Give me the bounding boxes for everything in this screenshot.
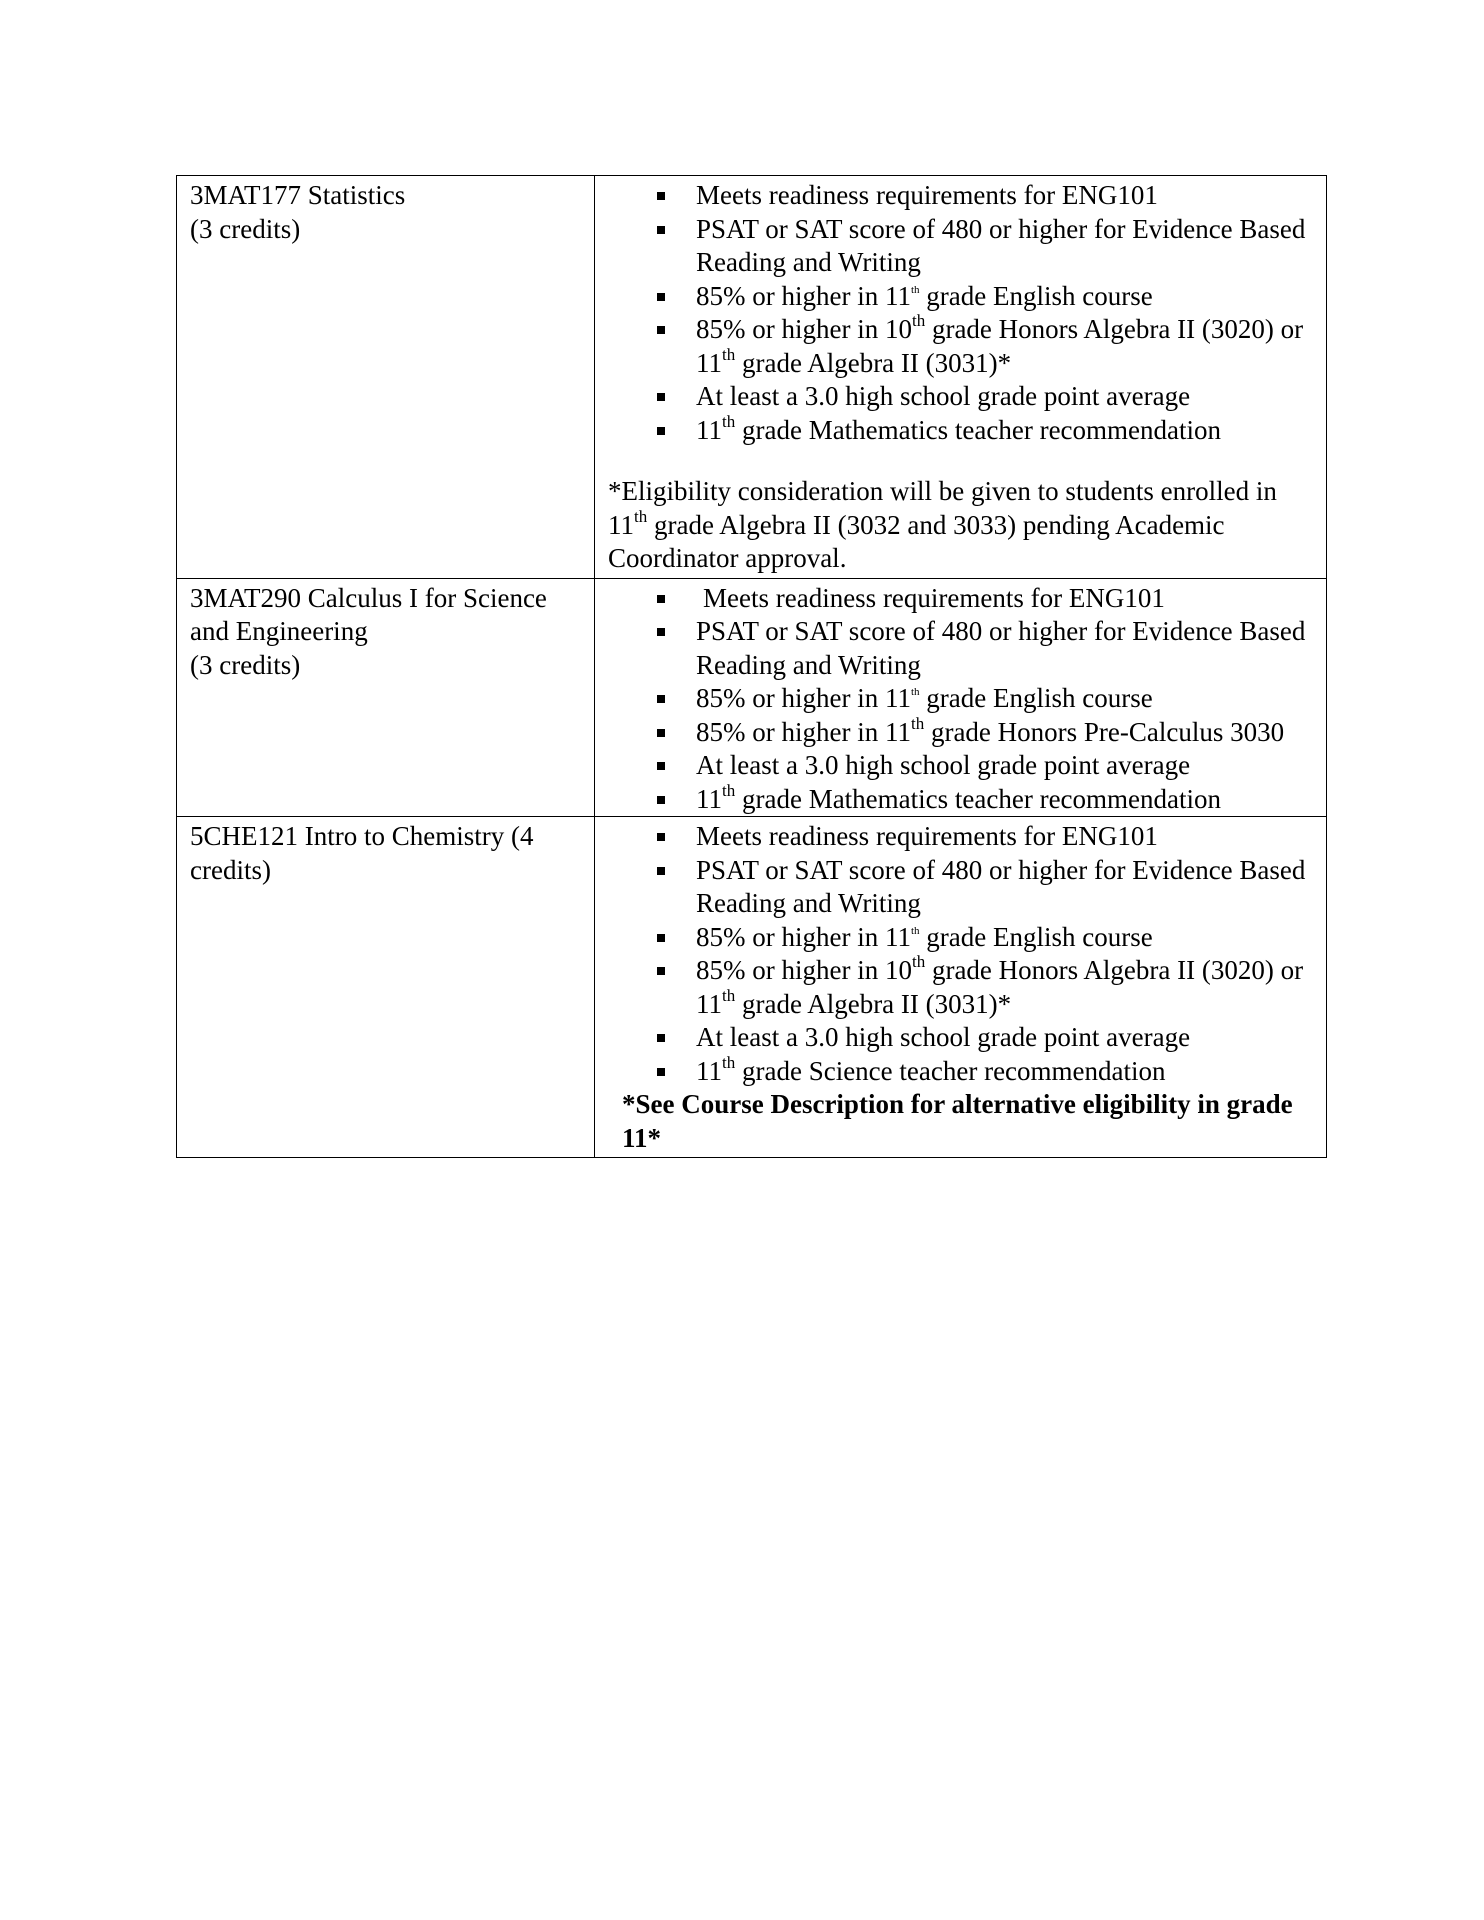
- list-item: At least a 3.0 high school grade point average: [595, 380, 1326, 414]
- requirements-cell: [595, 176, 1327, 579]
- square-bullet-icon: [657, 729, 665, 737]
- course-cell: [177, 817, 595, 1158]
- course-cell: [177, 578, 595, 817]
- list-item: 11th grade Mathematics teacher recommendation: [595, 414, 1326, 448]
- square-bullet-icon: [657, 192, 665, 200]
- square-bullet-icon: [657, 427, 665, 435]
- square-bullet-icon: [657, 595, 665, 603]
- eligibility-note: *Eligibility consideration will be given to students enrolled in 11th grade Algebra II (3032 and 3033) pending Academic Coordinator approval.: [608, 476, 1277, 573]
- course-name: 5CHE121 Intro to Chemistry (4 credits): [190, 821, 534, 885]
- list-item: 85% or higher in 11th grade Honors Pre-Calculus 3030: [595, 716, 1326, 750]
- list-item: PSAT or SAT score of 480 or higher for Evidence Based Reading and Writing: [595, 854, 1326, 921]
- requirements-cell: [595, 817, 1327, 1158]
- list-item: 85% or higher in 11th grade English course: [595, 280, 1326, 314]
- list-item: 85% or higher in 10th grade Honors Algebra II (3020) or 11th grade Algebra II (3031)*: [595, 954, 1326, 1021]
- requirements-list: [595, 582, 1326, 817]
- square-bullet-icon: [657, 628, 665, 636]
- course-name: 3MAT290 Calculus I for Science and Engineering (3 credits): [190, 582, 547, 680]
- square-bullet-icon: [657, 934, 665, 942]
- list-item: Meets readiness requirements for ENG101: [595, 582, 1326, 616]
- requirements-list: [595, 820, 1326, 1088]
- alternative-eligibility-note: *See Course Description for alternative eligibility in grade 11*: [622, 1089, 1293, 1153]
- list-item: PSAT or SAT score of 480 or higher for Evidence Based Reading and Writing: [595, 213, 1326, 280]
- requirements-cell: [595, 578, 1327, 817]
- list-item: Meets readiness requirements for ENG101: [595, 820, 1326, 854]
- list-item: 11th grade Mathematics teacher recommendation: [595, 783, 1326, 817]
- list-item: 85% or higher in 10th grade Honors Algebra II (3020) or 11th grade Algebra II (3031)*: [595, 313, 1326, 380]
- list-item: At least a 3.0 high school grade point average: [595, 749, 1326, 783]
- list-item: Meets readiness requirements for ENG101: [595, 179, 1326, 213]
- square-bullet-icon: [657, 796, 665, 804]
- square-bullet-icon: [657, 695, 665, 703]
- square-bullet-icon: [657, 762, 665, 770]
- square-bullet-icon: [657, 833, 665, 841]
- list-item: PSAT or SAT score of 480 or higher for Evidence Based Reading and Writing: [595, 615, 1326, 682]
- list-item: At least a 3.0 high school grade point average: [595, 1021, 1326, 1055]
- list-item: 85% or higher in 11th grade English course: [595, 921, 1326, 955]
- table-row: [177, 578, 1327, 817]
- square-bullet-icon: [657, 393, 665, 401]
- table-row: [177, 817, 1327, 1158]
- list-item: 85% or higher in 11th grade English course: [595, 682, 1326, 716]
- list-item: 11th grade Science teacher recommendation: [595, 1055, 1326, 1089]
- square-bullet-icon: [657, 326, 665, 334]
- square-bullet-icon: [657, 867, 665, 875]
- course-name: 3MAT177 Statistics (3 credits): [190, 180, 406, 244]
- square-bullet-icon: [657, 1034, 665, 1042]
- square-bullet-icon: [657, 293, 665, 301]
- requirements-list: [595, 179, 1326, 447]
- table-row: [177, 176, 1327, 579]
- square-bullet-icon: [657, 226, 665, 234]
- square-bullet-icon: [657, 1068, 665, 1076]
- course-requirements-table: [176, 175, 1327, 1158]
- square-bullet-icon: [657, 967, 665, 975]
- course-cell: [177, 176, 595, 579]
